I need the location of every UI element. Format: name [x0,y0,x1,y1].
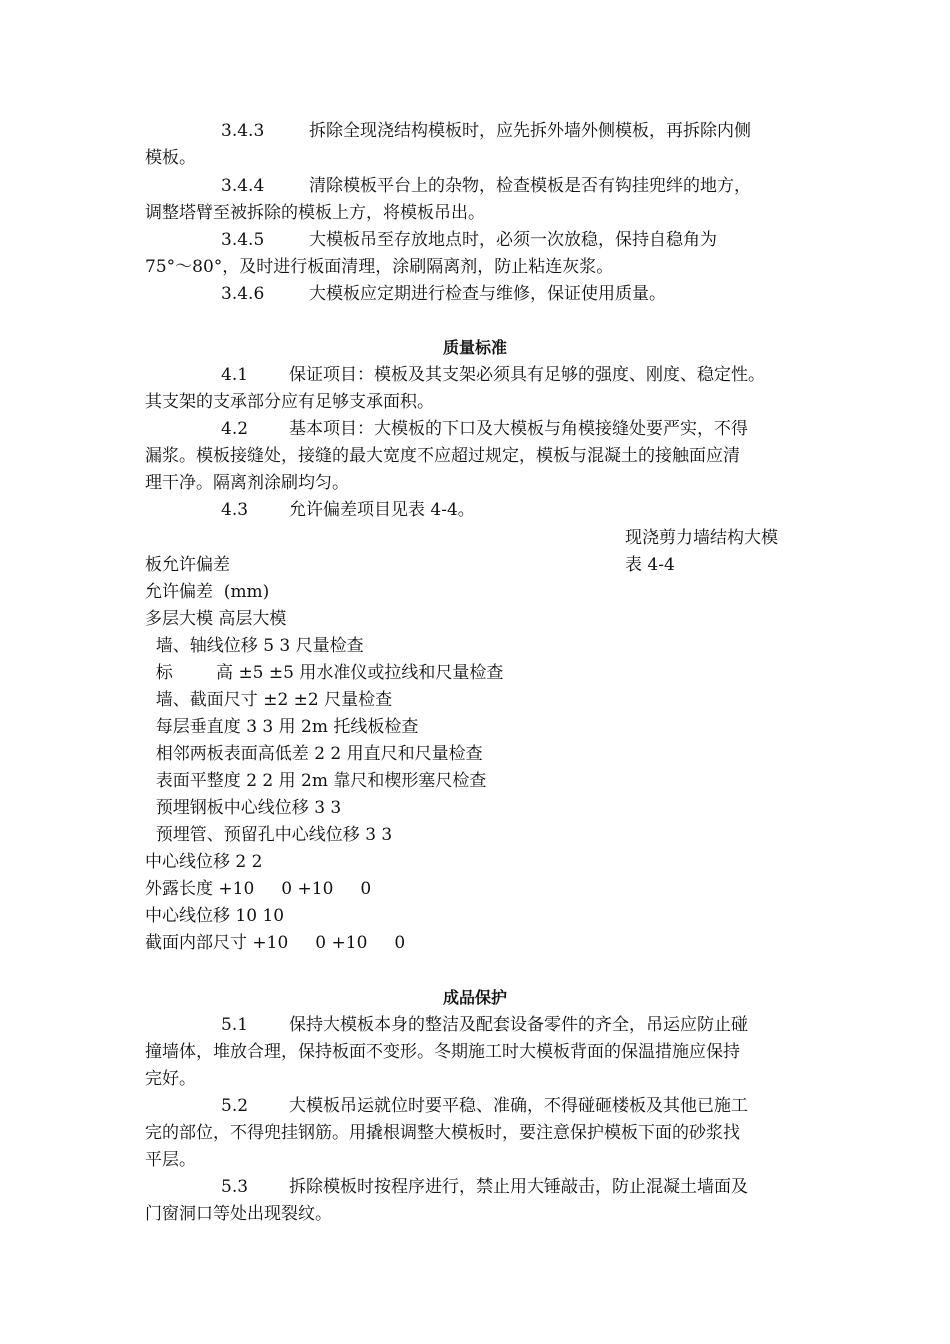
para-5-1-line1 [221,1015,748,1035]
para-4-2-line3: 理干净。隔离剂涂刷均匀。 [145,473,349,493]
para-5-1-line2: 撞墙体，堆放合理，保持板面不变形。冬期施工时大模板背面的保温措施应保持 [145,1042,740,1062]
para-5-2-line1 [221,1096,748,1116]
table-caption-left: 板允许偏差 [145,555,230,575]
clause-text: 保持大模板本身的整洁及配套设备零件的齐全，吊运应防止碰 [289,1015,748,1035]
clause-number: 5.3 [221,1177,249,1197]
clause-number: 3.4.4 [221,176,265,196]
para-5-1-line3: 完好。 [145,1069,196,1089]
clause-text: 大模板应定期进行检查与维修，保证使用质量。 [309,284,666,304]
table-row: 中心线位移 2 2 [145,852,263,872]
para-4-1-line1 [221,365,765,385]
section-heading-protection: 成品保护 [442,988,507,1007]
table-header-1: 允许偏差 (mm) [145,582,270,602]
table-row: 中心线位移 10 10 [145,906,285,926]
para-4-3-line1 [221,500,475,520]
table-header-2: 多层大模 高层大模 [145,609,287,629]
table-row: 表面平整度 2 2 用 2m 靠尺和楔形塞尺检查 [145,771,487,791]
para-5-2-line2: 完的部位，不得兜挂钢筋。用撬根调整大模板时，要注意保护模板下面的砂浆找 [145,1123,740,1143]
table-row: 相邻两板表面高低差 2 2 用直尺和尺量检查 [145,744,483,764]
para-3-4-5-line2: 75°～80°，及时进行板面清理，涂刷隔离剂，防止粘连灰浆。 [145,257,614,277]
clause-number: 5.2 [221,1096,249,1116]
para-3-4-3-line2: 模板。 [145,148,196,168]
clause-number: 5.1 [221,1015,249,1035]
clause-number: 3.4.5 [221,230,265,250]
para-4-2-line1 [221,419,748,439]
table-row: 每层垂直度 3 3 用 2m 托线板检查 [145,717,419,737]
table-caption-right-2: 表 4-4 [625,555,675,575]
table-row: 截面内部尺寸 +10 0 +10 0 [145,933,406,953]
clause-text: 拆除全现浇结构模板时，应先拆外墙外侧模板，再拆除内侧 [309,121,751,141]
para-5-3-line1 [221,1177,748,1197]
table-caption-right-1: 现浇剪力墙结构大模 [625,528,778,548]
para-3-4-3-line1 [221,121,751,141]
section-heading-quality: 质量标准 [442,338,507,357]
para-3-4-5-line1 [221,230,717,250]
clause-text: 大模板吊至存放地点时，必须一次放稳，保持自稳角为 [309,230,717,250]
para-3-4-4-line2: 调整塔臂至被拆除的模板上方，将模板吊出。 [145,203,485,223]
clause-text: 基本项目：大模板的下口及大模板与角模接缝处要严实，不得 [289,419,748,439]
para-4-1-line2: 其支架的支承部分应有足够支承面积。 [145,392,434,412]
clause-number: 3.4.6 [221,284,265,304]
clause-text: 保证项目：模板及其支架必须具有足够的强度、刚度、稳定性。 [289,365,765,385]
table-row: 标 高 ±5 ±5 用水准仪或拉线和尺量检查 [145,663,504,683]
clause-number: 4.2 [221,419,249,439]
table-row: 墙、截面尺寸 ±2 ±2 尺量检查 [145,690,393,710]
clause-number: 3.4.3 [221,121,265,141]
table-row: 墙、轴线位移 5 3 尺量检查 [145,636,364,656]
table-row: 预埋管、预留孔中心线位移 3 3 [145,825,393,845]
clause-text: 允许偏差项目见表 4-4。 [289,500,475,520]
clause-number: 4.3 [221,500,249,520]
para-4-2-line2: 漏浆。模板接缝处，接缝的最大宽度不应超过规定，模板与混凝土的接触面应清 [145,446,740,466]
para-3-4-4-line1 [221,176,751,196]
table-row: 外露长度 +10 0 +10 0 [145,879,372,899]
clause-text: 大模板吊运就位时要平稳、准确，不得碰砸楼板及其他已施工 [289,1096,748,1116]
para-3-4-6-line1 [221,284,666,304]
clause-text: 清除模板平台上的杂物，检查模板是否有钩挂兜绊的地方， [309,176,751,196]
clause-number: 4.1 [221,365,249,385]
table-row: 预埋钢板中心线位移 3 3 [145,798,342,818]
para-5-3-line2: 门窗洞口等处出现裂纹。 [145,1204,332,1224]
para-5-2-line3: 平层。 [145,1150,196,1170]
clause-text: 拆除模板时按程序进行，禁止用大锤敲击，防止混凝土墙面及 [289,1177,748,1197]
